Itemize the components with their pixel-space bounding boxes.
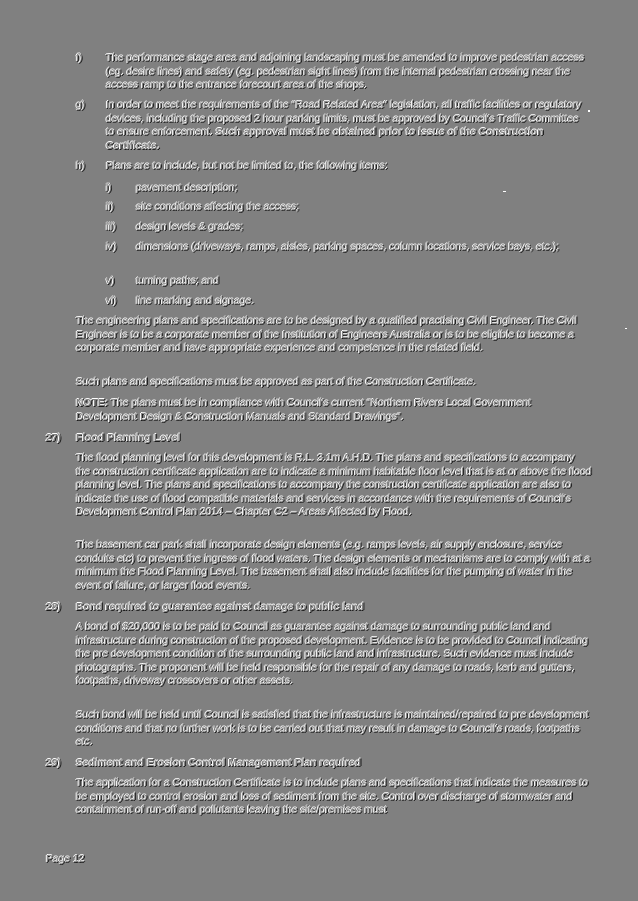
subitem-text: dimensions (driveways, ramps, aisles, parking spaces, column locations, service bays, etc.);: [136, 242, 560, 253]
stray-mark: [625, 328, 627, 329]
note-text: The plans must be in compliance with Council's current "Northern Rivers Local Government Development Design & Construction Manuals and Standard Drawings".: [76, 398, 532, 423]
section-title-28: Bond required to guarantee against damage to public land: [76, 602, 365, 613]
section-number-29: 29): [46, 758, 62, 769]
item-text-g-bold: Such approval must be obtained prior to issue of the Construction Certificate.: [106, 127, 544, 152]
section-27-paragraph-2: The basement car park shall incorporate design elements (e.g. ramps levels, air supply enclosure, service conduits etc) to prevent the ingress of flood waters. The design elements or mechanisms are to comply with at a minimum the Flood Planning Level. The basement shall also include facilities for the pumping of water in the event of failure, or larger flood events.: [76, 540, 591, 592]
engineering-paragraph: The engineering plans and specifications are to be designed by a qualified practising Civil Engineer. The Civil Engineer is to be a corporate member of the Institution of Engineers Australia or is to be eligible to become a corporate member and have appropriate experience and competence in the related field.: [76, 316, 578, 355]
subitem-label: ii): [106, 202, 115, 213]
section-title-27: Flood Planning Level: [76, 433, 181, 444]
note-paragraph: [76, 397, 590, 424]
section-number-27: 27): [46, 433, 62, 444]
note-label: NOTE:: [76, 398, 109, 409]
subitem-label: iii): [106, 222, 117, 233]
item-text-h: Plans are to include, but not be limited to, the following items:: [106, 161, 388, 172]
item-text-f: The performance stage area and adjoining landscaping must be amended to improve pedestrian access (eg. desire lines) and safety (eg. pedestrian sight lines) from the internal pedestrian crossing near the access ramp to the entrance forecourt area of the shops.: [106, 53, 585, 92]
subitem-label: i): [106, 183, 112, 194]
section-29-paragraph-1: The application for a Construction Certificate is to include plans and specifications that indicate the measures to be employed to control erosion and loss of sediment from the site. Control over discharge of stormwater and containment of run-off and pollutants leaving the site/premises must: [76, 778, 589, 817]
subitem-label: v): [106, 276, 115, 287]
item-text-g-regular: In order to meet the requirements of the "Road Related Area" legislation, all traffic facilities or regulatory devices, including the proposed 2 hour parking limits, must be approved by Council's Traffic Committee to ensure enforcement.: [106, 100, 582, 139]
approval-paragraph: Such plans and specifications must be approved as part of the Construction Certificate.: [76, 377, 477, 388]
subitem-text: site conditions affecting the access;: [136, 202, 300, 213]
section-title-29: Sediment and Erosion Control Management Plan required: [76, 758, 362, 769]
subitem-text: line marking and signage.: [136, 296, 255, 307]
subitem-text: pavement description;: [136, 183, 238, 194]
section-28-paragraph-1: A bond of $20,000 is to be paid to Council as guarantee against damage to surrounding public land and infrastructure during construction of the proposed development. Evidence is to be provided to Council indicating the pre development condition of the surrounding public land and infrastructure. Such evidence must include photographs. The proponent will be held responsible for the repair of any damage to roads, kerb and gutters, footpaths, driveway crossovers or other assets.: [76, 622, 589, 688]
subitem-text: design levels & grades;: [136, 222, 244, 233]
subitem-text: turning paths; and: [136, 276, 220, 287]
item-label-h: h): [76, 161, 86, 172]
section-27-paragraph-1: The flood planning level for this development is R.L. 3.1m A.H.D. The plans and specifications to accompany the construction certificate application are to indicate a minimum habitable floor level that is at or above the flood planning level. The plans and specifications to accompany the construction certificate application are also to indicate the use of flood compatible materials and services in accordance with the requirements of Council's Development Control Plan 2014 – Chapter C2 – Areas Affected by Flood.: [76, 453, 592, 519]
stray-mark: [503, 191, 506, 192]
subitem-label: vi): [106, 296, 117, 307]
page-number: Page 12: [46, 854, 85, 865]
item-label-f: f): [76, 53, 83, 64]
subitem-label: iv): [106, 242, 117, 253]
section-28-paragraph-2: Such bond will be held until Council is satisfied that the infrastructure is maintained/repaired to pre development conditions and that no further work is to be carried out that may result in damage to Council's roads, footpaths etc.: [76, 710, 589, 749]
section-number-28: 28): [46, 602, 62, 613]
item-text-g: [106, 99, 588, 153]
stray-mark: [588, 110, 590, 112]
item-label-g: g): [76, 100, 86, 111]
